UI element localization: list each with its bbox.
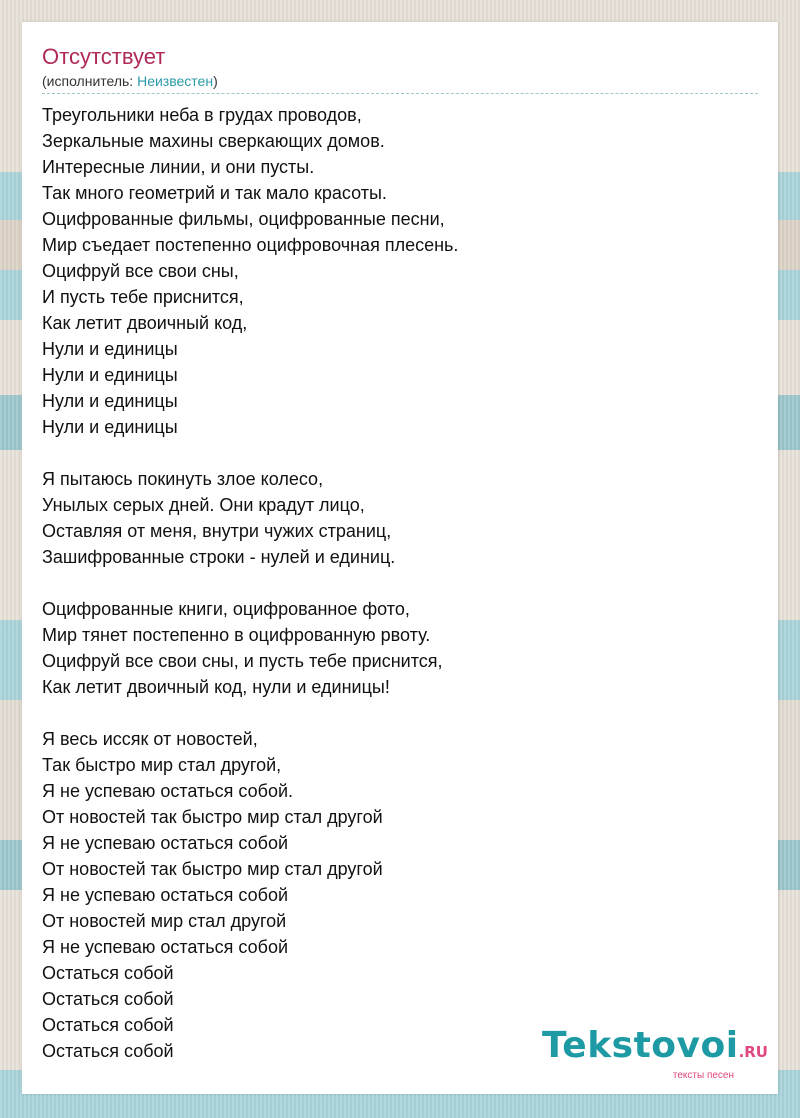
lyric-line: Я не успеваю остаться собой xyxy=(42,937,289,957)
stanza-gap xyxy=(42,440,758,466)
lyric-line: Так много геометрий и так мало красоты. xyxy=(42,183,387,203)
artist-suffix: ) xyxy=(213,73,218,89)
tekstovoi-logo[interactable] xyxy=(542,1025,768,1082)
lyric-line: Так быстро мир стал другой, xyxy=(42,755,282,775)
lyric-line: Остаться собой xyxy=(42,1015,174,1035)
lyric-line: Треугольники неба в грудах проводов, xyxy=(42,105,362,125)
lyric-line: Нули и единицы xyxy=(42,339,178,359)
logo-wordmark xyxy=(542,1025,768,1070)
artist-line xyxy=(42,72,218,90)
logo-tld: .RU xyxy=(738,1043,768,1061)
lyric-line: Я не успеваю остаться собой xyxy=(42,833,289,853)
lyric-line: Зеркальные махины сверкающих домов. xyxy=(42,131,385,151)
lyric-line: Как летит двоичный код, нули и единицы! xyxy=(42,677,390,697)
stanza-gap xyxy=(42,570,758,596)
lyric-line: Мир тянет постепенно в оцифрованную рвоту. xyxy=(42,625,431,645)
lyric-line: Оцифруй все свои сны, xyxy=(42,261,239,281)
logo-tagline: тексты песен xyxy=(672,1070,734,1081)
lyric-line: Остаться собой xyxy=(42,1041,174,1061)
lyric-line: Остаться собой xyxy=(42,963,174,983)
logo-name: Tekstovoi xyxy=(542,1025,739,1066)
lyrics-body xyxy=(42,102,758,1064)
lyric-line: Зашифрованные строки - нулей и единиц. xyxy=(42,547,396,567)
lyric-line: Оцифрованные книги, оцифрованное фото, xyxy=(42,599,410,619)
lyric-line: От новостей так быстро мир стал другой xyxy=(42,807,383,827)
lyric-line: И пусть тебе приснится, xyxy=(42,287,244,307)
lyric-line: Интересные линии, и они пусты. xyxy=(42,157,315,177)
lyric-line: Я не успеваю остаться собой xyxy=(42,885,289,905)
lyric-line: Унылых серых дней. Они крадут лицо, xyxy=(42,495,365,515)
artist-link[interactable]: Неизвестен xyxy=(137,73,214,89)
lyric-line: Как летит двоичный код, xyxy=(42,313,248,333)
lyric-line: Я не успеваю остаться собой. xyxy=(42,781,294,801)
lyric-line: Нули и единицы xyxy=(42,417,178,437)
lyric-line: Нули и единицы xyxy=(42,365,178,385)
lyric-line: Мир съедает постепенно оцифровочная плесень. xyxy=(42,235,459,255)
lyrics-card xyxy=(22,22,778,1094)
lyric-line: Оцифрованные фильмы, оцифрованные песни, xyxy=(42,209,445,229)
lyric-line: Нули и единицы xyxy=(42,391,178,411)
title-divider xyxy=(42,93,758,94)
stanza-gap xyxy=(42,700,758,726)
lyric-line: От новостей мир стал другой xyxy=(42,911,287,931)
lyric-line: От новостей так быстро мир стал другой xyxy=(42,859,383,879)
lyric-line: Оставляя от меня, внутри чужих страниц, xyxy=(42,521,392,541)
lyric-line: Оцифруй все свои сны, и пусть тебе приснится, xyxy=(42,651,443,671)
song-title: Отсутствует xyxy=(42,44,166,69)
artist-prefix: (исполнитель: xyxy=(42,73,138,89)
lyric-line: Я весь иссяк от новостей, xyxy=(42,729,258,749)
lyric-line: Я пытаюсь покинуть злое колесо, xyxy=(42,469,324,489)
lyric-line: Остаться собой xyxy=(42,989,174,1009)
